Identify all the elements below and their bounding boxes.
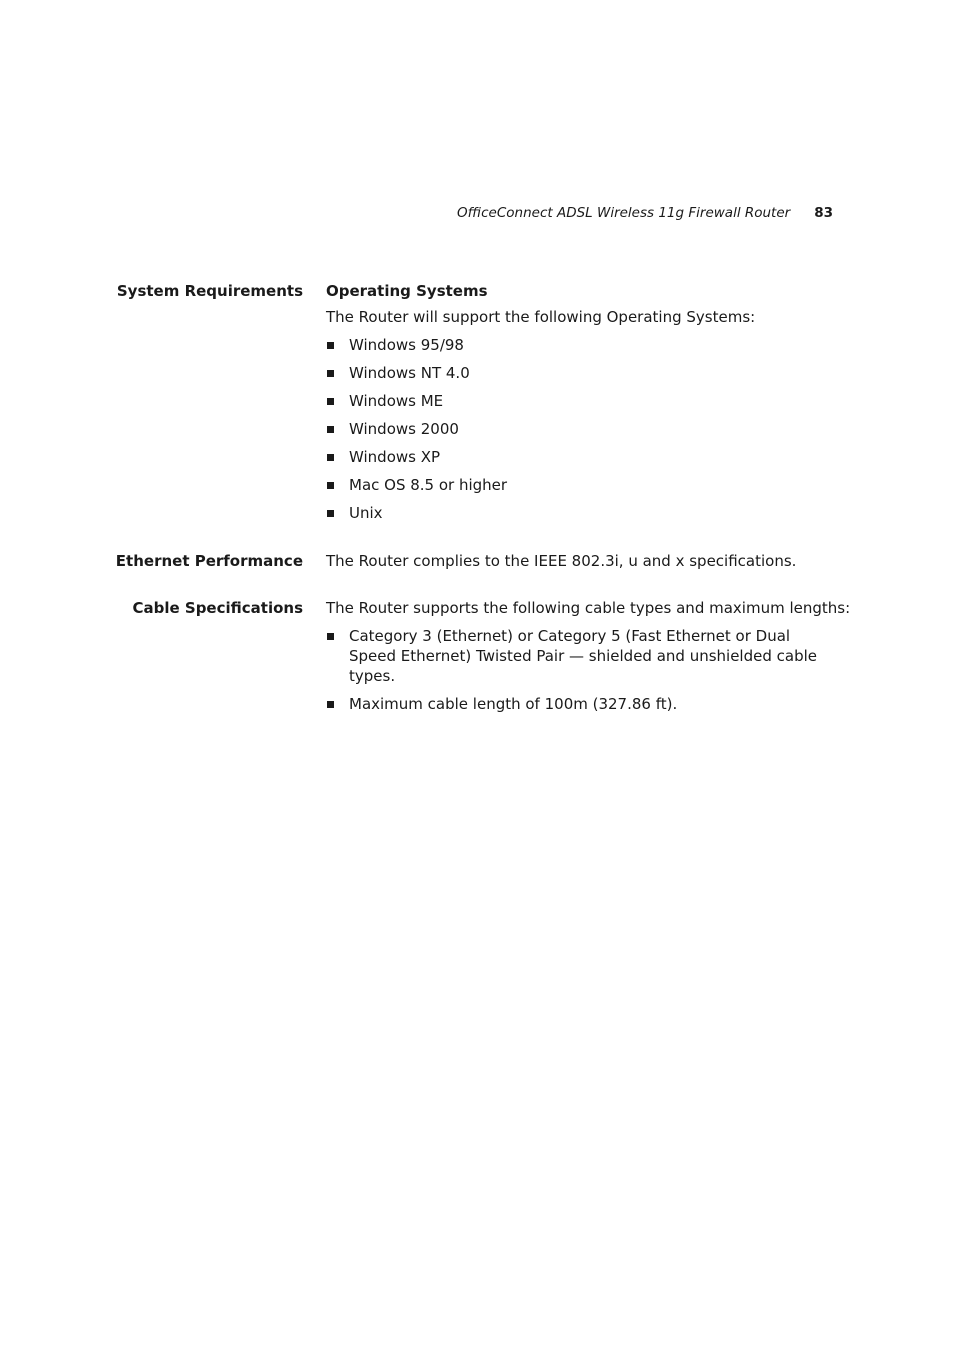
document-title: OfficeConnect ADSL Wireless 11g Firewall Router [457, 205, 791, 221]
list-item: Windows ME [326, 391, 846, 411]
subheading-operating-systems: Operating Systems [326, 282, 488, 300]
list-item: Windows NT 4.0 [326, 363, 846, 383]
square-bullet-icon [327, 701, 334, 708]
section-label: Ethernet Performance [115, 552, 303, 570]
page-number: 83 [814, 205, 833, 221]
section-body [326, 281, 846, 531]
square-bullet-icon [327, 342, 334, 349]
list-item: Category 3 (Ethernet) or Category 5 (Fast Ethernet or Dual Speed Ethernet) Twisted Pair — shielded and unshielded cable types. [326, 626, 831, 686]
os-list [326, 335, 846, 523]
list-item: Maximum cable length of 100m (327.86 ft). [326, 694, 831, 714]
intro-paragraph: The Router complies to the IEEE 802.3i, u and x specifications. [326, 552, 797, 570]
section-label: System Requirements [116, 282, 303, 300]
intro-paragraph: The Router will support the following Operating Systems: [326, 308, 756, 326]
square-bullet-icon [327, 426, 334, 433]
square-bullet-icon [327, 370, 334, 377]
list-item: Windows XP [326, 447, 846, 467]
cable-list [326, 626, 831, 714]
section-body [326, 598, 851, 722]
square-bullet-icon [327, 482, 334, 489]
list-item: Mac OS 8.5 or higher [326, 475, 846, 495]
square-bullet-icon [327, 510, 334, 517]
square-bullet-icon [327, 454, 334, 461]
list-item: Windows 2000 [326, 419, 846, 439]
square-bullet-icon [327, 633, 334, 640]
section-body [326, 551, 846, 571]
section-label: Cable Specifications [132, 599, 303, 617]
list-item: Unix [326, 503, 846, 523]
running-header [457, 205, 833, 221]
intro-paragraph: The Router supports the following cable types and maximum lengths: [326, 599, 851, 617]
list-item: Windows 95/98 [326, 335, 846, 355]
square-bullet-icon [327, 398, 334, 405]
